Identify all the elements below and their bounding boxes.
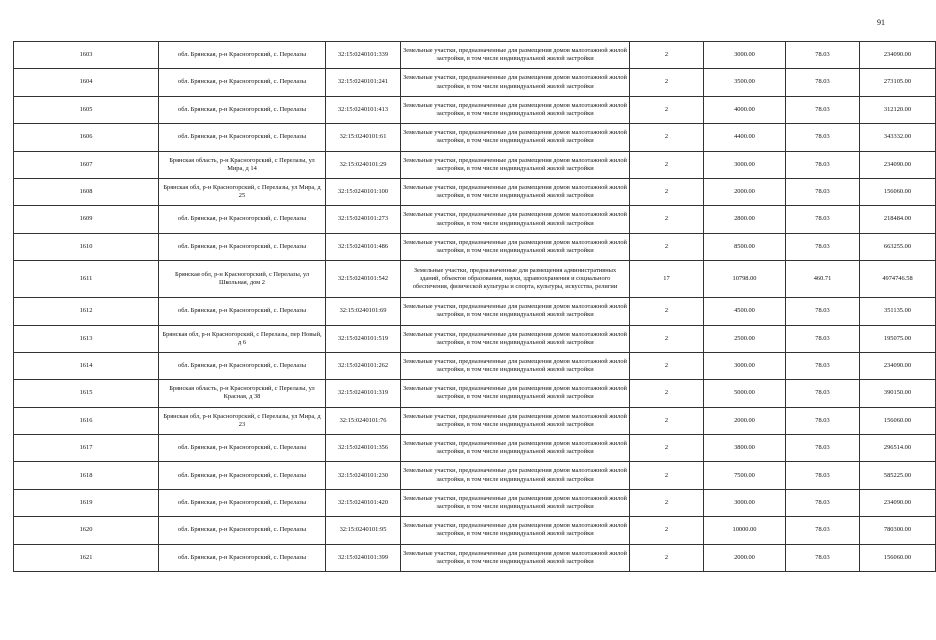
permitted-use-cell: Земельные участки, предназначенные для размещения домов малоэтажной жилой застройки, в том числе индивидуальной жилой застройки — [401, 489, 630, 516]
land-cadastral-table — [13, 41, 936, 572]
cadastral-number-cell: 32:15:0240101:61 — [326, 124, 401, 151]
address-cell: обл. Брянская, р-н Красногорский, с. Перелазы — [159, 124, 326, 151]
address-cell: обл. Брянская, р-н Красногорский, с. Перелазы — [159, 352, 326, 379]
cadastral-value-cell: 663255.00 — [860, 233, 936, 260]
group-cell: 2 — [630, 544, 704, 571]
cadastral-value-cell: 4974746.58 — [860, 261, 936, 298]
area-cell: 2500.00 — [704, 325, 786, 352]
specific-value-cell: 78.03 — [786, 325, 860, 352]
address-cell: обл. Брянская, р-н Красногорский, с. Перелазы — [159, 69, 326, 96]
row-number: 1606 — [14, 124, 159, 151]
address-cell: обл. Брянская, р-н Красногорский, с. Перелазы — [159, 298, 326, 325]
row-number: 1614 — [14, 352, 159, 379]
permitted-use-cell: Земельные участки, предназначенные для размещения домов малоэтажной жилой застройки, в том числе индивидуальной жилой застройки — [401, 124, 630, 151]
permitted-use-cell: Земельные участки, предназначенные для размещения домов малоэтажной жилой застройки, в том числе индивидуальной жилой застройки — [401, 42, 630, 69]
group-cell: 2 — [630, 206, 704, 233]
table-body — [14, 42, 936, 572]
permitted-use-cell: Земельные участки, предназначенные для размещения домов малоэтажной жилой застройки, в том числе индивидуальной жилой застройки — [401, 380, 630, 407]
table-row — [14, 517, 936, 544]
area-cell: 3000.00 — [704, 489, 786, 516]
address-cell: обл. Брянская, р-н Красногорский, с. Перелазы — [159, 517, 326, 544]
cadastral-value-cell: 156060.00 — [860, 407, 936, 434]
table-row — [14, 261, 936, 298]
group-cell: 2 — [630, 233, 704, 260]
permitted-use-cell: Земельные участки, предназначенные для размещения домов малоэтажной жилой застройки, в том числе индивидуальной жилой застройки — [401, 178, 630, 205]
cadastral-value-cell: 312120.00 — [860, 96, 936, 123]
row-number: 1616 — [14, 407, 159, 434]
cadastral-number-cell: 32:15:0240101:95 — [326, 517, 401, 544]
permitted-use-cell: Земельные участки, предназначенные для размещения домов малоэтажной жилой застройки, в том числе индивидуальной жилой застройки — [401, 435, 630, 462]
address-cell: Брянская область, р-н Красногорский, с Перелазы, ул Мира, д 14 — [159, 151, 326, 178]
cadastral-value-cell: 390150.00 — [860, 380, 936, 407]
row-number: 1619 — [14, 489, 159, 516]
cadastral-value-cell: 234090.00 — [860, 151, 936, 178]
cadastral-number-cell: 32:15:0240101:356 — [326, 435, 401, 462]
cadastral-value-cell: 234090.00 — [860, 352, 936, 379]
cadastral-value-cell: 156060.00 — [860, 178, 936, 205]
cadastral-number-cell: 32:15:0240101:319 — [326, 380, 401, 407]
table-row — [14, 352, 936, 379]
area-cell: 3000.00 — [704, 352, 786, 379]
area-cell: 3000.00 — [704, 42, 786, 69]
specific-value-cell: 78.03 — [786, 544, 860, 571]
permitted-use-cell: Земельные участки, предназначенные для размещения домов малоэтажной жилой застройки, в том числе индивидуальной жилой застройки — [401, 325, 630, 352]
table-row — [14, 151, 936, 178]
specific-value-cell: 78.03 — [786, 124, 860, 151]
area-cell: 2000.00 — [704, 407, 786, 434]
group-cell: 2 — [630, 325, 704, 352]
group-cell: 2 — [630, 96, 704, 123]
cadastral-value-cell: 780300.00 — [860, 517, 936, 544]
table-row — [14, 178, 936, 205]
table-row — [14, 462, 936, 489]
row-number: 1620 — [14, 517, 159, 544]
permitted-use-cell: Земельные участки, предназначенные для размещения домов малоэтажной жилой застройки, в том числе индивидуальной жилой застройки — [401, 298, 630, 325]
specific-value-cell: 78.03 — [786, 435, 860, 462]
table-row — [14, 435, 936, 462]
specific-value-cell: 78.03 — [786, 42, 860, 69]
specific-value-cell: 78.03 — [786, 352, 860, 379]
specific-value-cell: 78.03 — [786, 517, 860, 544]
group-cell: 2 — [630, 462, 704, 489]
row-number: 1611 — [14, 261, 159, 298]
table-row — [14, 206, 936, 233]
cadastral-number-cell: 32:15:0240101:262 — [326, 352, 401, 379]
group-cell: 17 — [630, 261, 704, 298]
specific-value-cell: 78.03 — [786, 407, 860, 434]
group-cell: 2 — [630, 352, 704, 379]
group-cell: 2 — [630, 151, 704, 178]
address-cell: обл. Брянская, р-н Красногорский, с. Перелазы — [159, 233, 326, 260]
group-cell: 2 — [630, 380, 704, 407]
specific-value-cell: 460.71 — [786, 261, 860, 298]
table-row — [14, 42, 936, 69]
area-cell: 2000.00 — [704, 178, 786, 205]
area-cell: 4500.00 — [704, 298, 786, 325]
cadastral-number-cell: 32:15:0240101:486 — [326, 233, 401, 260]
area-cell: 3500.00 — [704, 69, 786, 96]
permitted-use-cell: Земельные участки, предназначенные для размещения домов малоэтажной жилой застройки, в том числе индивидуальной жилой застройки — [401, 352, 630, 379]
cadastral-number-cell: 32:15:0240101:76 — [326, 407, 401, 434]
group-cell: 2 — [630, 298, 704, 325]
row-number: 1613 — [14, 325, 159, 352]
area-cell: 10000.00 — [704, 517, 786, 544]
cadastral-value-cell: 234090.00 — [860, 42, 936, 69]
table-row — [14, 407, 936, 434]
row-number: 1608 — [14, 178, 159, 205]
table-row — [14, 69, 936, 96]
address-cell: обл. Брянская, р-н Красногорский, с. Перелазы — [159, 489, 326, 516]
address-cell: Брянская обл, р-н Красногорский, с Перелазы, ул Мира, д 25 — [159, 178, 326, 205]
cadastral-number-cell: 32:15:0240101:420 — [326, 489, 401, 516]
specific-value-cell: 78.03 — [786, 298, 860, 325]
table-row — [14, 233, 936, 260]
cadastral-value-cell: 234090.00 — [860, 489, 936, 516]
table-row — [14, 489, 936, 516]
specific-value-cell: 78.03 — [786, 151, 860, 178]
row-number: 1615 — [14, 380, 159, 407]
table-row — [14, 298, 936, 325]
address-cell: обл. Брянская, р-н Красногорский, с. Перелазы — [159, 206, 326, 233]
table-row — [14, 380, 936, 407]
cadastral-number-cell: 32:15:0240101:241 — [326, 69, 401, 96]
area-cell: 10798.00 — [704, 261, 786, 298]
specific-value-cell: 78.03 — [786, 206, 860, 233]
cadastral-number-cell: 32:15:0240101:339 — [326, 42, 401, 69]
cadastral-value-cell: 585225.00 — [860, 462, 936, 489]
cadastral-value-cell: 195075.00 — [860, 325, 936, 352]
row-number: 1609 — [14, 206, 159, 233]
specific-value-cell: 78.03 — [786, 178, 860, 205]
group-cell: 2 — [630, 69, 704, 96]
cadastral-value-cell: 156060.00 — [860, 544, 936, 571]
specific-value-cell: 78.03 — [786, 96, 860, 123]
specific-value-cell: 78.03 — [786, 380, 860, 407]
address-cell: Брянская обл, р-н Красногорский, с Перелазы, ул Мира, д 23 — [159, 407, 326, 434]
area-cell: 2800.00 — [704, 206, 786, 233]
address-cell: обл. Брянская, р-н Красногорский, с. Перелазы — [159, 544, 326, 571]
area-cell: 4000.00 — [704, 96, 786, 123]
area-cell: 7500.00 — [704, 462, 786, 489]
cadastral-value-cell: 351135.00 — [860, 298, 936, 325]
row-number: 1610 — [14, 233, 159, 260]
specific-value-cell: 78.03 — [786, 69, 860, 96]
cadastral-number-cell: 32:15:0240101:230 — [326, 462, 401, 489]
specific-value-cell: 78.03 — [786, 462, 860, 489]
row-number: 1621 — [14, 544, 159, 571]
row-number: 1607 — [14, 151, 159, 178]
cadastral-number-cell: 32:15:0240101:273 — [326, 206, 401, 233]
permitted-use-cell: Земельные участки, предназначенные для размещения домов малоэтажной жилой застройки, в том числе индивидуальной жилой застройки — [401, 544, 630, 571]
area-cell: 5000.00 — [704, 380, 786, 407]
area-cell: 3000.00 — [704, 151, 786, 178]
group-cell: 2 — [630, 178, 704, 205]
row-number: 1604 — [14, 69, 159, 96]
address-cell: обл. Брянская, р-н Красногорский, с. Перелазы — [159, 96, 326, 123]
area-cell: 2000.00 — [704, 544, 786, 571]
row-number: 1618 — [14, 462, 159, 489]
area-cell: 4400.00 — [704, 124, 786, 151]
permitted-use-cell: Земельные участки, предназначенные для размещения домов малоэтажной жилой застройки, в том числе индивидуальной жилой застройки — [401, 233, 630, 260]
group-cell: 2 — [630, 407, 704, 434]
cadastral-number-cell: 32:15:0240101:542 — [326, 261, 401, 298]
cadastral-number-cell: 32:15:0240101:399 — [326, 544, 401, 571]
permitted-use-cell: Земельные участки, предназначенные для размещения домов малоэтажной жилой застройки, в том числе индивидуальной жилой застройки — [401, 407, 630, 434]
address-cell: обл. Брянская, р-н Красногорский, с. Перелазы — [159, 462, 326, 489]
address-cell: обл. Брянская, р-н Красногорский, с. Перелазы — [159, 42, 326, 69]
area-cell: 3800.00 — [704, 435, 786, 462]
cadastral-value-cell: 273105.00 — [860, 69, 936, 96]
address-cell: Брянская область, р-н Красногорский, с Перелазы, ул Красная, д 38 — [159, 380, 326, 407]
address-cell: Брянская обл, р-н Красногорский, с Перелазы, пер Новый, д 6 — [159, 325, 326, 352]
cadastral-number-cell: 32:15:0240101:413 — [326, 96, 401, 123]
cadastral-number-cell: 32:15:0240101:519 — [326, 325, 401, 352]
table-row — [14, 325, 936, 352]
cadastral-value-cell: 296514.00 — [860, 435, 936, 462]
cadastral-value-cell: 343332.00 — [860, 124, 936, 151]
permitted-use-cell: Земельные участки, предназначенные для размещения административных зданий, объектов образования, науки, здравоохранения и социального обеспечения, физической культуры и спорта, культуры, искусства, религии — [401, 261, 630, 298]
area-cell: 8500.00 — [704, 233, 786, 260]
specific-value-cell: 78.03 — [786, 489, 860, 516]
permitted-use-cell: Земельные участки, предназначенные для размещения домов малоэтажной жилой застройки, в том числе индивидуальной жилой застройки — [401, 206, 630, 233]
row-number: 1603 — [14, 42, 159, 69]
cadastral-number-cell: 32:15:0240101:100 — [326, 178, 401, 205]
permitted-use-cell: Земельные участки, предназначенные для размещения домов малоэтажной жилой застройки, в том числе индивидуальной жилой застройки — [401, 69, 630, 96]
address-cell: обл. Брянская, р-н Красногорский, с. Перелазы — [159, 435, 326, 462]
group-cell: 2 — [630, 517, 704, 544]
permitted-use-cell: Земельные участки, предназначенные для размещения домов малоэтажной жилой застройки, в том числе индивидуальной жилой застройки — [401, 96, 630, 123]
cadastral-number-cell: 32:15:0240101:29 — [326, 151, 401, 178]
group-cell: 2 — [630, 42, 704, 69]
cadastral-value-cell: 218484.00 — [860, 206, 936, 233]
cadastral-number-cell: 32:15:0240101:69 — [326, 298, 401, 325]
specific-value-cell: 78.03 — [786, 233, 860, 260]
address-cell: Брянская обл, р-н Красногорский, с Перелазы, ул Школьная, дом 2 — [159, 261, 326, 298]
group-cell: 2 — [630, 489, 704, 516]
permitted-use-cell: Земельные участки, предназначенные для размещения домов малоэтажной жилой застройки, в том числе индивидуальной жилой застройки — [401, 151, 630, 178]
permitted-use-cell: Земельные участки, предназначенные для размещения домов малоэтажной жилой застройки, в том числе индивидуальной жилой застройки — [401, 462, 630, 489]
row-number: 1612 — [14, 298, 159, 325]
row-number: 1617 — [14, 435, 159, 462]
permitted-use-cell: Земельные участки, предназначенные для размещения домов малоэтажной жилой застройки, в том числе индивидуальной жилой застройки — [401, 517, 630, 544]
group-cell: 2 — [630, 124, 704, 151]
row-number: 1605 — [14, 96, 159, 123]
table-row — [14, 124, 936, 151]
group-cell: 2 — [630, 435, 704, 462]
table-row — [14, 544, 936, 571]
table-row — [14, 96, 936, 123]
page-number: 91 — [877, 18, 885, 27]
